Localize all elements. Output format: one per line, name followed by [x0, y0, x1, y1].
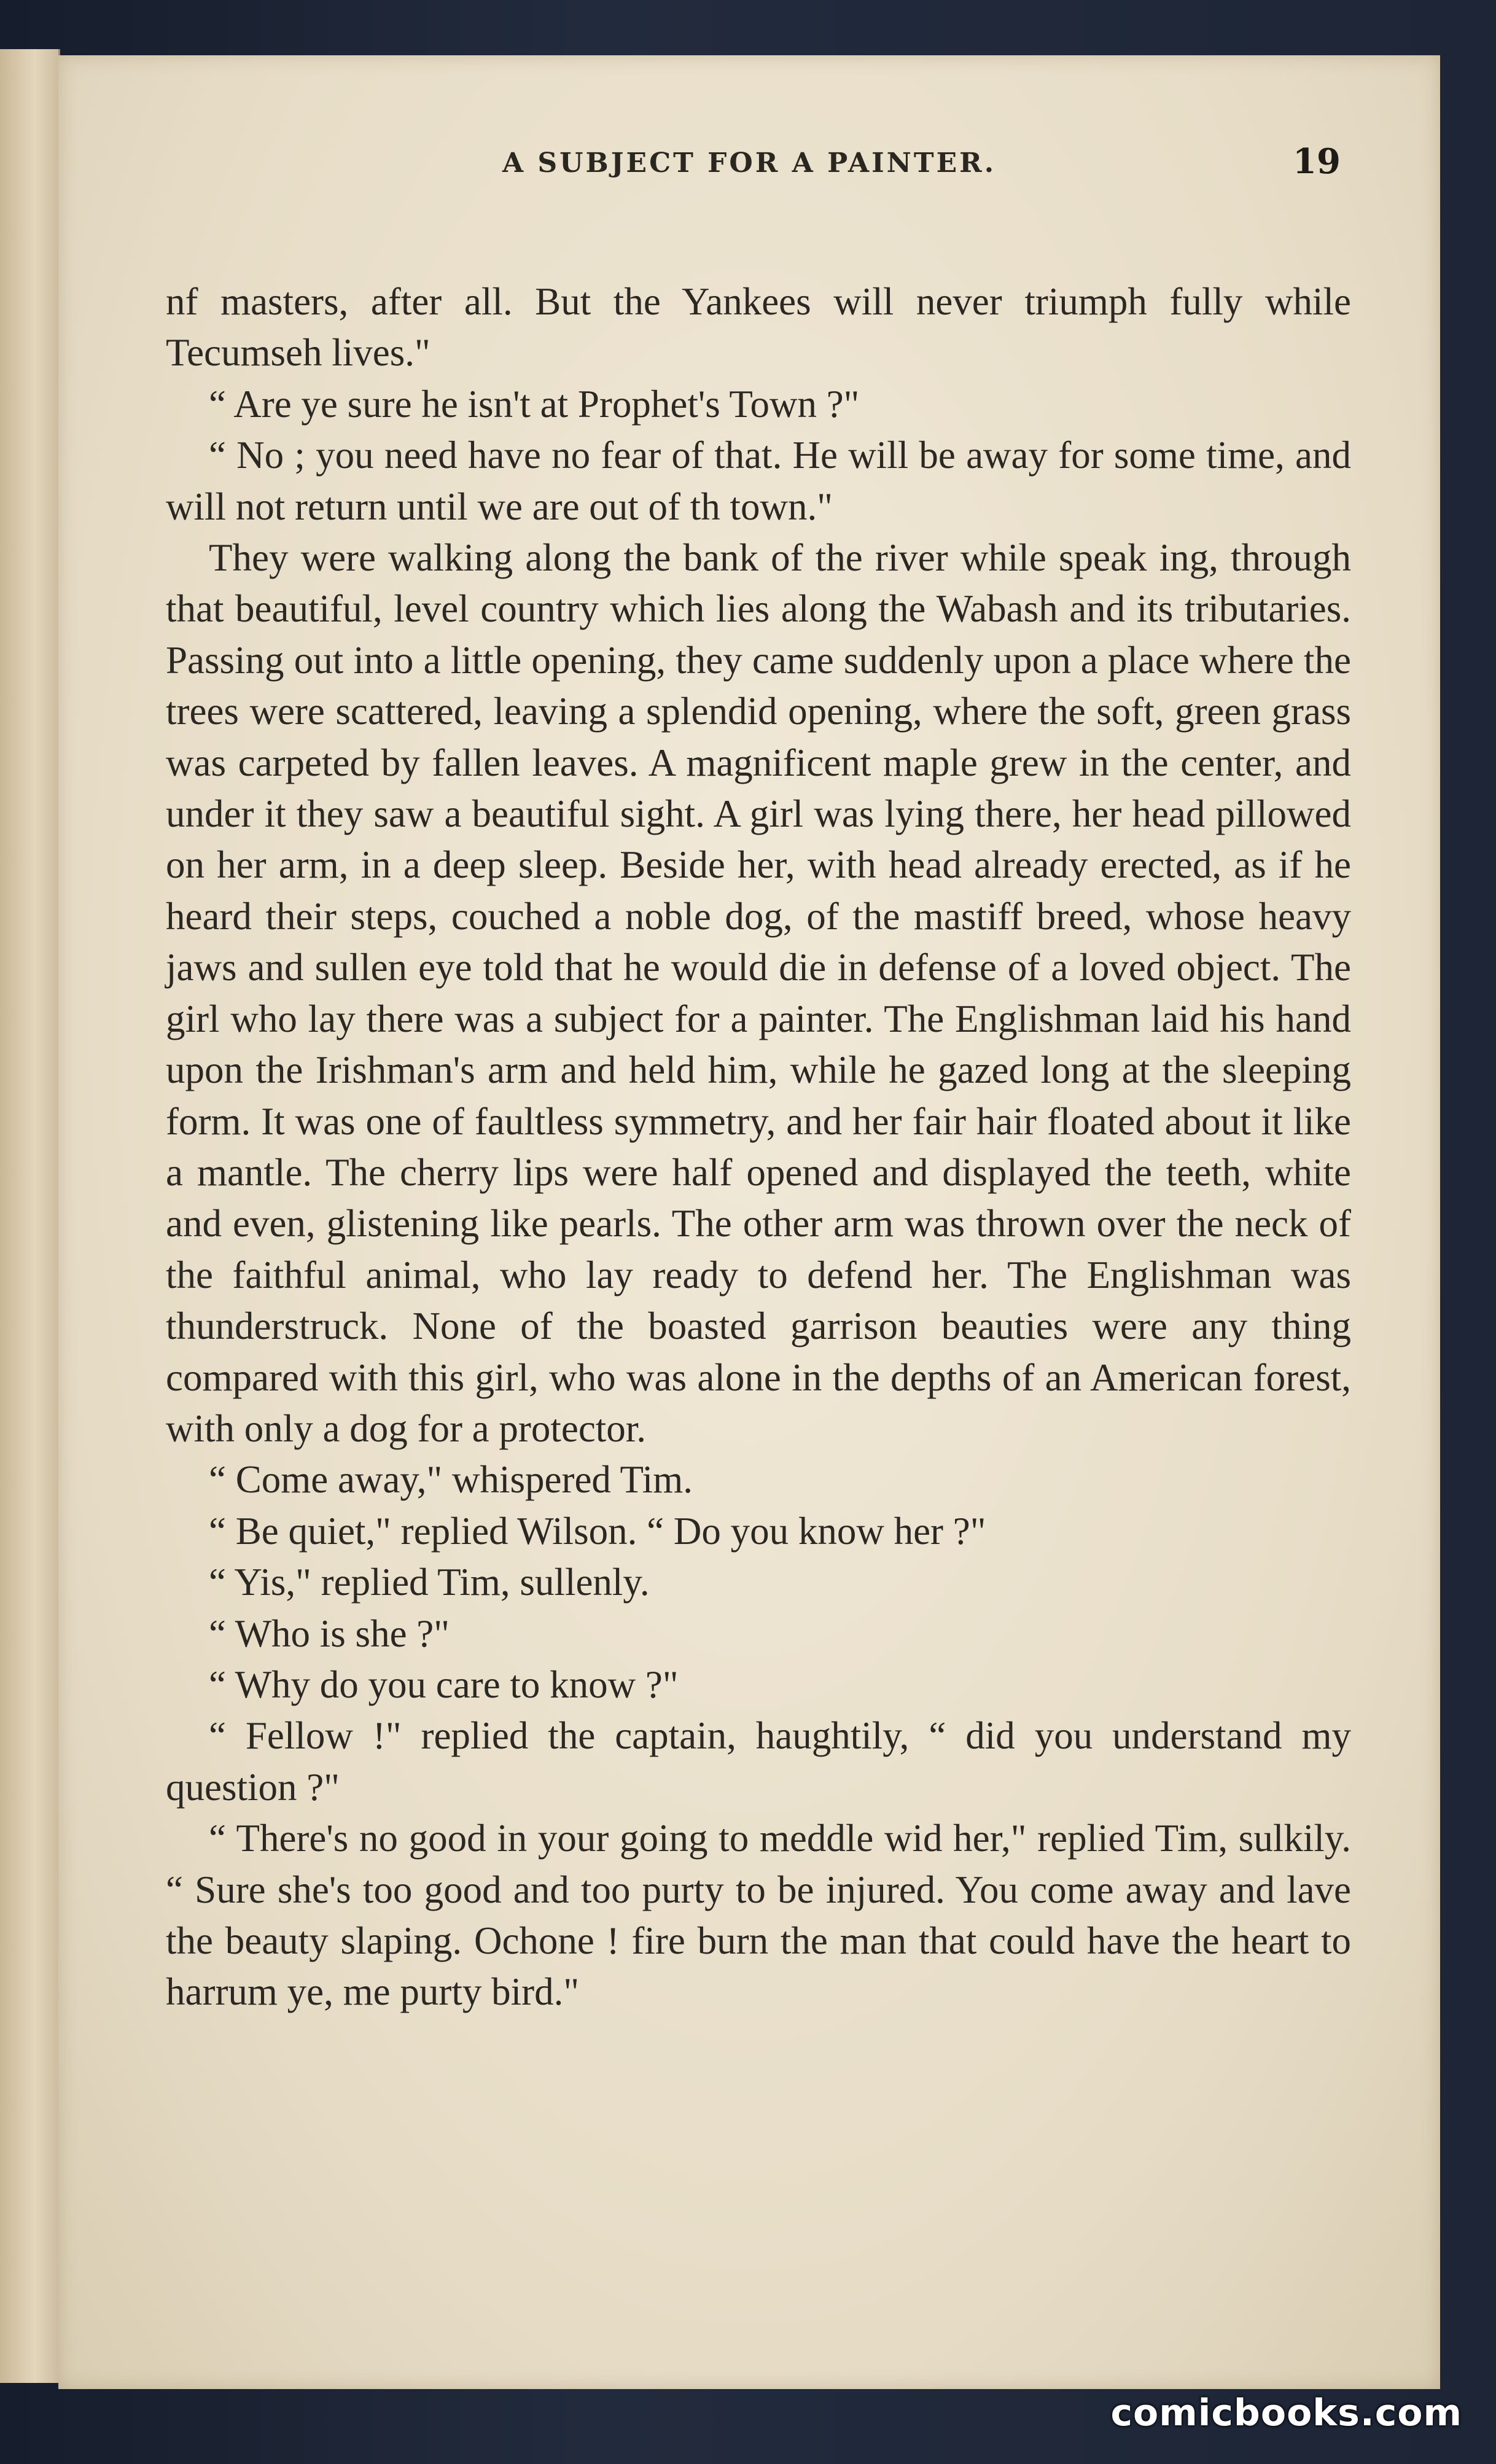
paragraph: “ Why do you care to know ?"	[209, 1663, 679, 1706]
paragraph: “ Be quiet," replied Wilson. “ Do you know her ?"	[209, 1509, 986, 1553]
paragraph: “ Are ye sure he isn't at Prophet's Town ?"	[209, 382, 860, 426]
book-page	[58, 55, 1440, 2389]
facing-page-edge	[0, 49, 60, 2383]
paragraph: “ Fellow !" replied the captain, haughtily, “ did you understand my question ?"	[166, 1714, 1351, 1809]
paragraph: “ Who is she ?"	[209, 1612, 450, 1655]
page-number: 19	[1293, 141, 1341, 182]
body-text	[166, 276, 1351, 2018]
running-head: A SUBJECT FOR A PAINTER.	[502, 147, 997, 179]
paragraph: “ Yis," replied Tim, sullenly.	[209, 1561, 650, 1604]
paragraph: They were walking along the bank of the river while speak ing, through that beautiful, level country which lies along the Wabash and its tributaries. Passing out into a little opening, they came suddenly upon a place where the trees were scattered, leaving a splendid opening, where the soft, green grass was carpeted by fallen leaves. A magnificent maple grew in the center, and under it they saw a beautiful sight. A girl was lying there, her head pillowed on her arm, in a deep sleep. Beside her, with head already erected, as if he heard their steps, couched a noble dog, of the mastiff breed, whose heavy jaws and sullen eye told that he would die in defense of a loved object. The girl who lay there was a subject for a painter. The Englishman laid his hand upon the Irishman's arm and held him, while he gazed long at the sleeping form. It was one of faultless symmetry, and her fair hair floated about it like a mantle. The cherry lips were half opened and displayed the teeth, white and even, glistening like pearls. The other arm was thrown over the neck of the faithful animal, who lay ready to defend her. The Englishman was thunderstruck. None of the boasted garrison beauties were any thing compared with this girl, who was alone in the depths of an American forest, with only a dog for a protector.	[166, 536, 1351, 1450]
paragraph: “ There's no good in your going to meddle wid her," replied Tim, sulkily. “ Sure she's too good and too purty to be injured. You come away and lave the beauty slaping. Ochone ! fire burn the man that could have the heart to harrum ye, me purty bird."	[166, 1817, 1351, 2014]
paragraph: “ No ; you need have no fear of that. He will be away for some time, and will not return until we are out of th town."	[166, 434, 1351, 528]
site-watermark: comicbooks.com	[1110, 2392, 1462, 2435]
paragraph: “ Come away," whispered Tim.	[209, 1458, 693, 1502]
paragraph: nf masters, after all. But the Yankees will never triumph fully while Tecumseh lives."	[166, 280, 1351, 375]
